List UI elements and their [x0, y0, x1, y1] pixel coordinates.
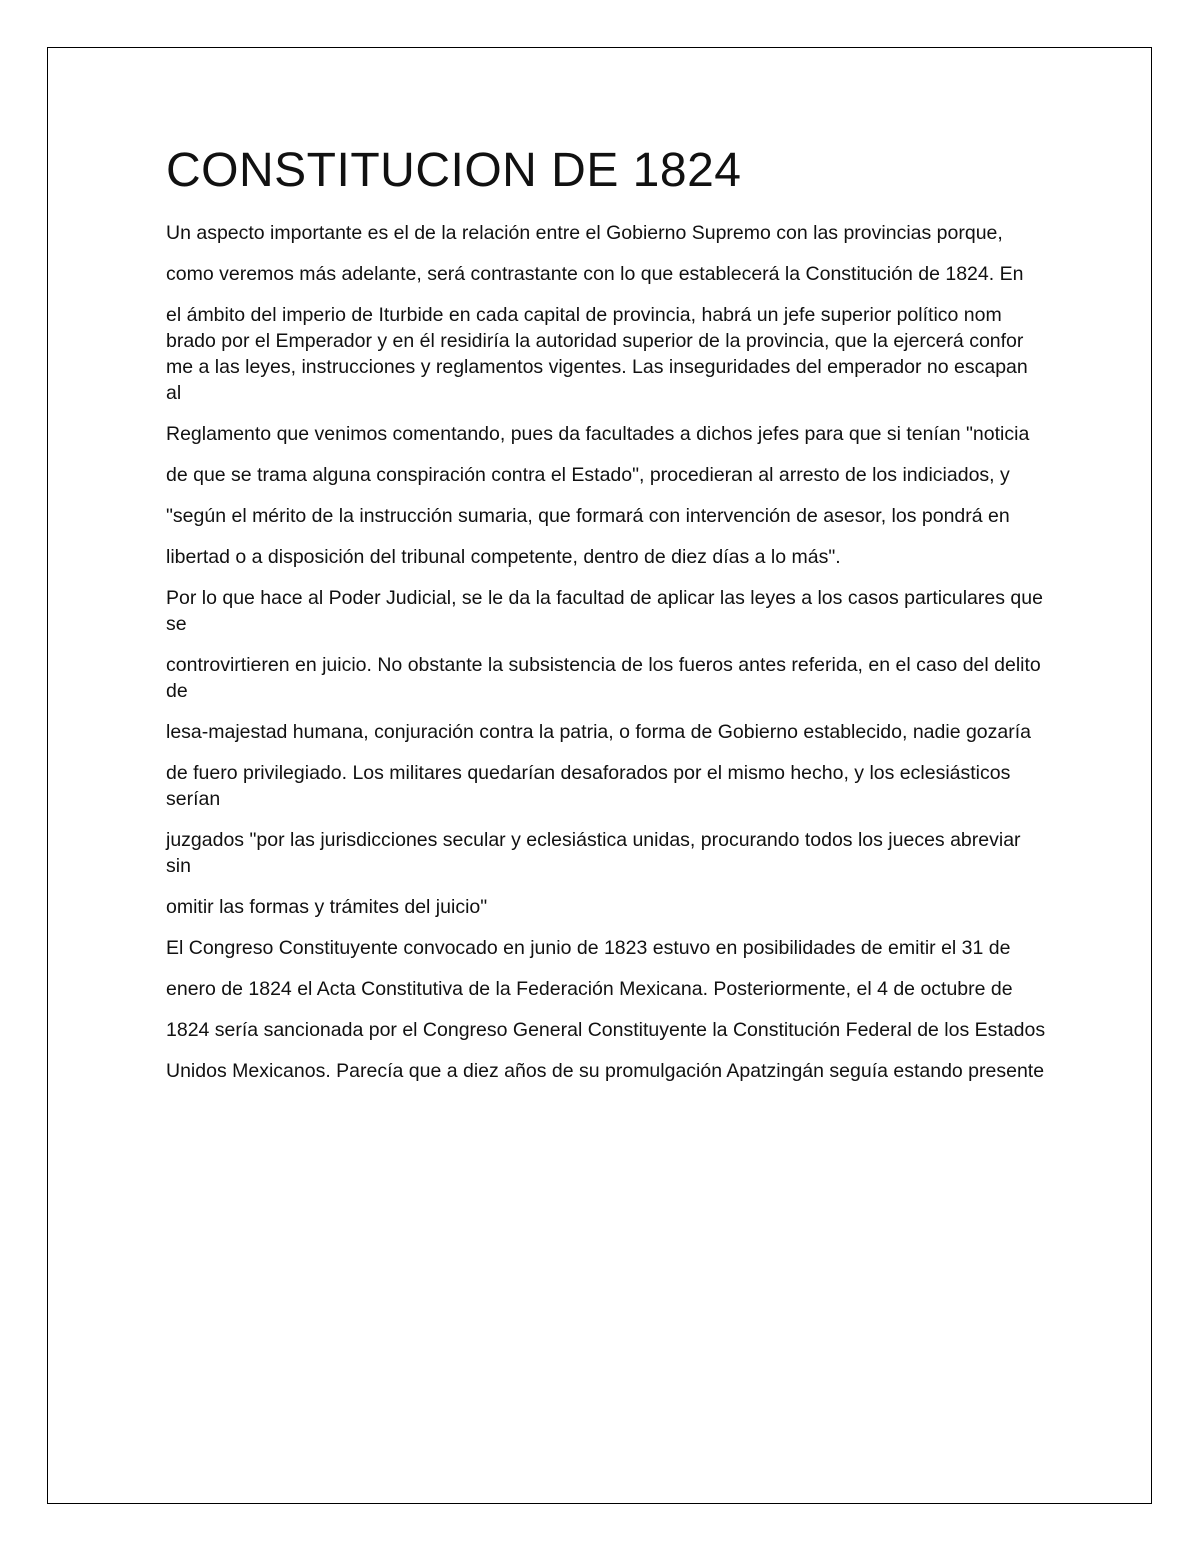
- paragraph: 1824 sería sancionada por el Congreso General Constituyente la Constitución Federal de los Estados: [166, 1019, 1046, 1041]
- paragraph: de fuero privilegiado. Los militares quedarían desaforados por el mismo hecho, y los eclesiásticos serían: [166, 762, 1011, 810]
- paragraph: juzgados "por las jurisdicciones secular y eclesiástica unidas, procurando todos los jueces abreviar sin: [166, 829, 1021, 877]
- page-title: CONSTITUCION DE 1824: [166, 144, 742, 197]
- paragraph: "según el mérito de la instrucción sumaria, que formará con intervención de asesor, los pondrá en: [166, 505, 1010, 527]
- document-body: [166, 140, 1046, 1099]
- paragraph: Un aspecto importante es el de la relación entre el Gobierno Supremo con las provincias porque,: [166, 222, 1003, 244]
- paragraph: Unidos Mexicanos. Parecía que a diez años de su promulgación Apatzingán seguía estando presente: [166, 1060, 1045, 1082]
- paragraph: como veremos más adelante, será contrastante con lo que establecerá la Constitución de 1824. En: [166, 263, 1024, 285]
- paragraph: de que se trama alguna conspiración contra el Estado", procedieran al arresto de los indiciados, y: [166, 464, 1010, 486]
- paragraph: Por lo que hace al Poder Judicial, se le da la facultad de aplicar las leyes a los casos particulares que se: [166, 587, 1043, 635]
- paragraph: Reglamento que venimos comentando, pues da facultades a dichos jefes para que si tenían "noticia: [166, 423, 1030, 445]
- paragraph: enero de 1824 el Acta Constitutiva de la Federación Mexicana. Posteriormente, el 4 de octubre de: [166, 978, 1013, 1000]
- paragraph: lesa-majestad humana, conjuración contra la patria, o forma de Gobierno establecido, nadie gozaría: [166, 721, 1032, 743]
- paragraph: libertad o a disposición del tribunal competente, dentro de diez días a lo más".: [166, 546, 841, 568]
- paragraph: el ámbito del imperio de Iturbide en cada capital de provincia, habrá un jefe superior político nom brado por el Emperador y en él residiría la autoridad superior de la provincia, que la ejercerá confor me a las leyes, instrucciones y reglamentos vigentes. Las inseguridades del emperador no escapan al: [166, 304, 1028, 404]
- paragraph: omitir las formas y trámites del juicio": [166, 896, 488, 918]
- paragraph: El Congreso Constituyente convocado en junio de 1823 estuvo en posibilidades de emitir el 31 de: [166, 937, 1011, 959]
- paragraph: controvirtieren en juicio. No obstante la subsistencia de los fueros antes referida, en el caso del delito de: [166, 654, 1041, 702]
